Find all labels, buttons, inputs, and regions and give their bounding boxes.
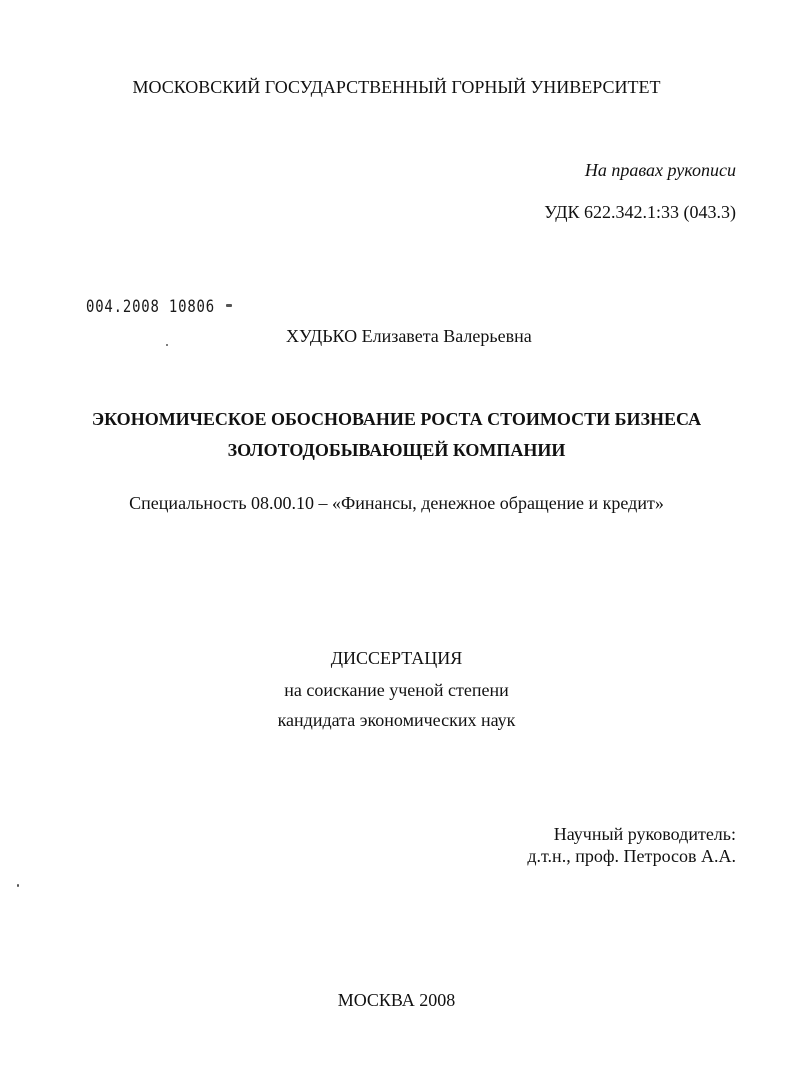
scan-speck [226,304,232,307]
manuscript-rights: На правах рукописи [584,160,736,180]
supervisor-label: Научный руководитель: [553,824,736,844]
archive-stamp: 004.2008 10806 [86,297,215,317]
scan-speck [17,884,19,887]
udc-code: УДК 622.342.1:33 (043.3) [544,202,736,222]
scan-speck [166,344,168,346]
thesis-degree: кандидата экономических наук [277,710,516,730]
place-year: МОСКВА 2008 [337,990,456,1010]
supervisor-name: д.т.н., проф. Петросов А.А. [527,846,736,866]
specialty: Специальность 08.00.10 – «Финансы, денежное обращение и кредит» [129,493,664,513]
title-line-1: ЭКОНОМИЧЕСКОЕ ОБОСНОВАНИЕ РОСТА СТОИМОСТИ БИЗНЕСА [91,409,702,429]
thesis-purpose: на соискание ученой степени [284,680,509,700]
title-line-2: ЗОЛОТОДОБЫВАЮЩЕЙ КОМПАНИИ [227,440,566,460]
university-name: МОСКОВСКИЙ ГОСУДАРСТВЕННЫЙ ГОРНЫЙ УНИВЕРСИТЕТ [132,77,661,97]
author-name: ХУДЬКО Елизавета Валерьевна [286,326,532,346]
thesis-type: ДИССЕРТАЦИЯ [330,648,463,668]
